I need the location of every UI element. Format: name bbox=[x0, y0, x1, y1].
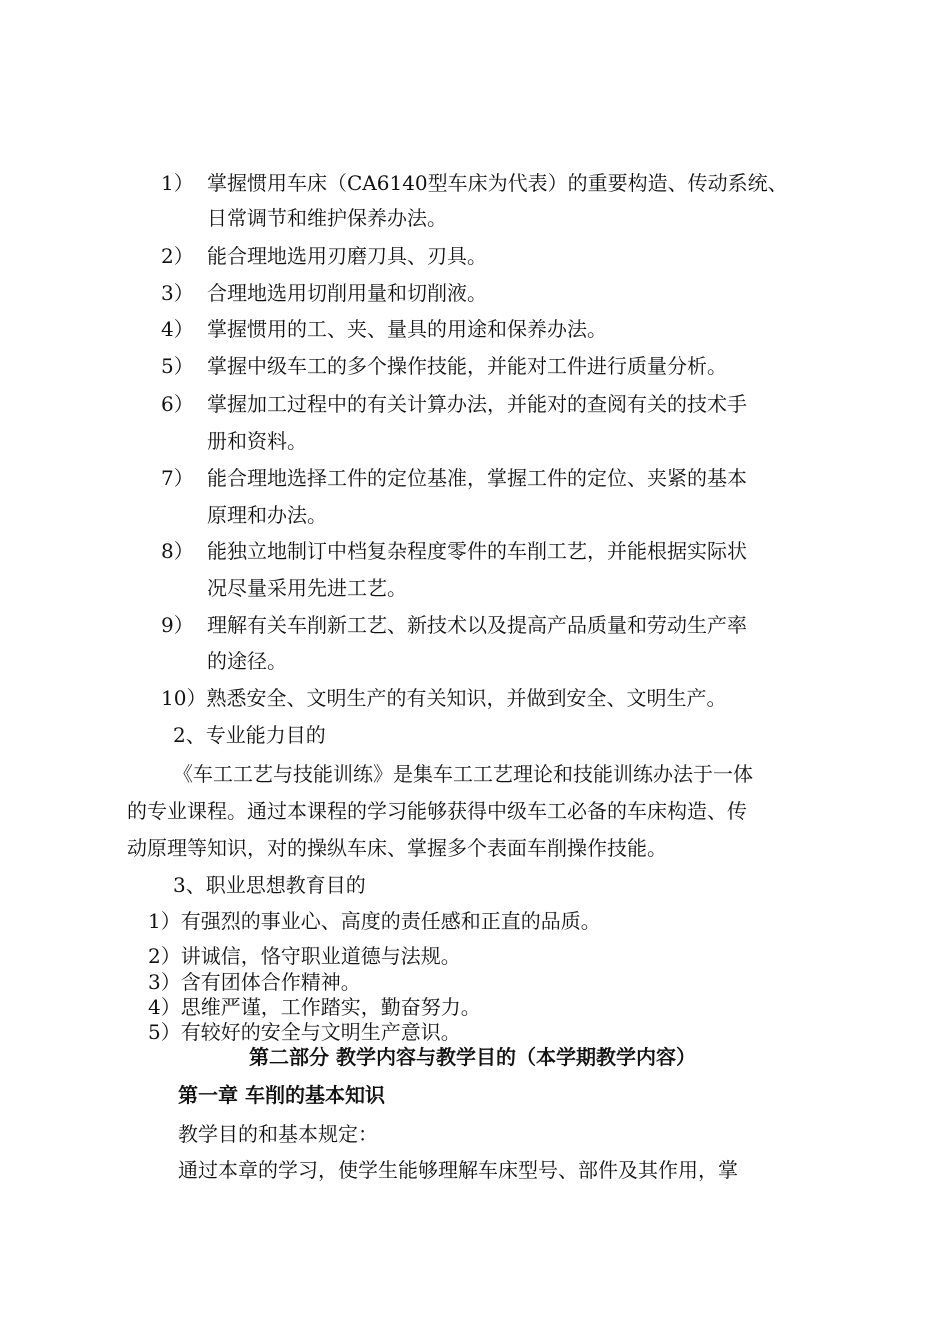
goal-number: 2） bbox=[161, 244, 194, 268]
part-2-title: 第二部分 教学内容与教学目的（本学期教学内容） bbox=[249, 1045, 696, 1069]
goal-number: 5） bbox=[161, 354, 194, 378]
ethics-item-4: 4）思维严谨，工作踏实，勤奋努力。 bbox=[148, 995, 481, 1019]
goal-number: 3） bbox=[161, 281, 194, 305]
goal-item-1 bbox=[161, 170, 788, 196]
ethics-item-5: 5）有较好的安全与文明生产意识。 bbox=[148, 1020, 461, 1044]
section-2-heading: 2、专业能力目的 bbox=[173, 723, 326, 747]
goal-number: 6） bbox=[161, 392, 194, 416]
goal-item-1-continuation: 日常调节和维护保养办法。 bbox=[207, 206, 447, 230]
chapter-1-text: 通过本章的学习，使学生能够理解车床型号、部件及其作用，掌 bbox=[178, 1158, 738, 1182]
goal-text: 能独立地制订中档复杂程度零件的车削工艺，并能根据实际状 bbox=[207, 539, 747, 563]
goal-text: 理解有关车削新工艺、新技术以及提高产品质量和劳动生产率 bbox=[207, 613, 747, 637]
goal-text: 掌握惯用车床（CA6140型车床为代表）的重要构造、传动系统、 bbox=[207, 171, 788, 195]
goal-item-7 bbox=[161, 465, 747, 491]
section-2-paragraph-line-1: 《车工工艺与技能训练》是集车工工艺理论和技能训练办法于一体 bbox=[173, 762, 753, 786]
goal-text: 掌握加工过程中的有关计算办法，并能对的查阅有关的技术手 bbox=[207, 392, 747, 416]
chapter-1-subheading: 教学目的和基本规定： bbox=[178, 1122, 378, 1146]
goal-text: 熟悉安全、文明生产的有关知识，并做到安全、文明生产。 bbox=[206, 686, 727, 710]
section-2-paragraph-line-2: 的专业课程。通过本课程的学习能够获得中级车工必备的车床构造、传 bbox=[127, 799, 747, 823]
goal-text: 掌握惯用的工、夹、量具的用途和保养办法。 bbox=[207, 317, 607, 341]
ethics-item-2: 2）讲诚信，恪守职业道德与法规。 bbox=[148, 944, 461, 968]
ethics-item-1: 1）有强烈的事业心、高度的责任感和正直的品质。 bbox=[148, 909, 601, 933]
ethics-item-3: 3）含有团体合作精神。 bbox=[148, 970, 361, 994]
goal-item-4 bbox=[161, 316, 607, 342]
goal-item-8-continuation: 况尽量采用先进工艺。 bbox=[207, 576, 407, 600]
goal-item-3 bbox=[161, 280, 487, 306]
section-2-paragraph-line-3: 动原理等知识，对的操纵车床、掌握多个表面车削操作技能。 bbox=[127, 836, 667, 860]
goal-text: 合理地选用切削用量和切削液。 bbox=[207, 281, 487, 305]
goal-number: 4） bbox=[161, 317, 194, 341]
goal-number: 10） bbox=[161, 686, 207, 710]
goal-item-6 bbox=[161, 391, 747, 417]
goal-item-2 bbox=[161, 243, 487, 269]
goal-number: 1） bbox=[161, 171, 194, 195]
goal-text: 能合理地选择工件的定位基准，掌握工件的定位、夹紧的基本 bbox=[207, 466, 747, 490]
goal-item-10 bbox=[161, 685, 726, 711]
goal-item-7-continuation: 原理和办法。 bbox=[207, 503, 327, 527]
goal-number: 8） bbox=[161, 539, 194, 563]
section-3-heading: 3、职业思想教育目的 bbox=[173, 873, 366, 897]
goal-item-5 bbox=[161, 353, 727, 379]
chapter-1-heading: 第一章 车削的基本知识 bbox=[178, 1083, 385, 1107]
goal-item-9-continuation: 的途径。 bbox=[207, 649, 287, 673]
goal-text: 能合理地选用刃磨刀具、刃具。 bbox=[207, 244, 487, 268]
goal-number: 7） bbox=[161, 466, 194, 490]
goal-number: 9） bbox=[161, 613, 194, 637]
goal-item-8 bbox=[161, 538, 747, 564]
goal-item-6-continuation: 册和资料。 bbox=[207, 429, 307, 453]
goal-item-9 bbox=[161, 612, 747, 638]
goal-text: 掌握中级车工的多个操作技能，并能对工件进行质量分析。 bbox=[207, 354, 727, 378]
